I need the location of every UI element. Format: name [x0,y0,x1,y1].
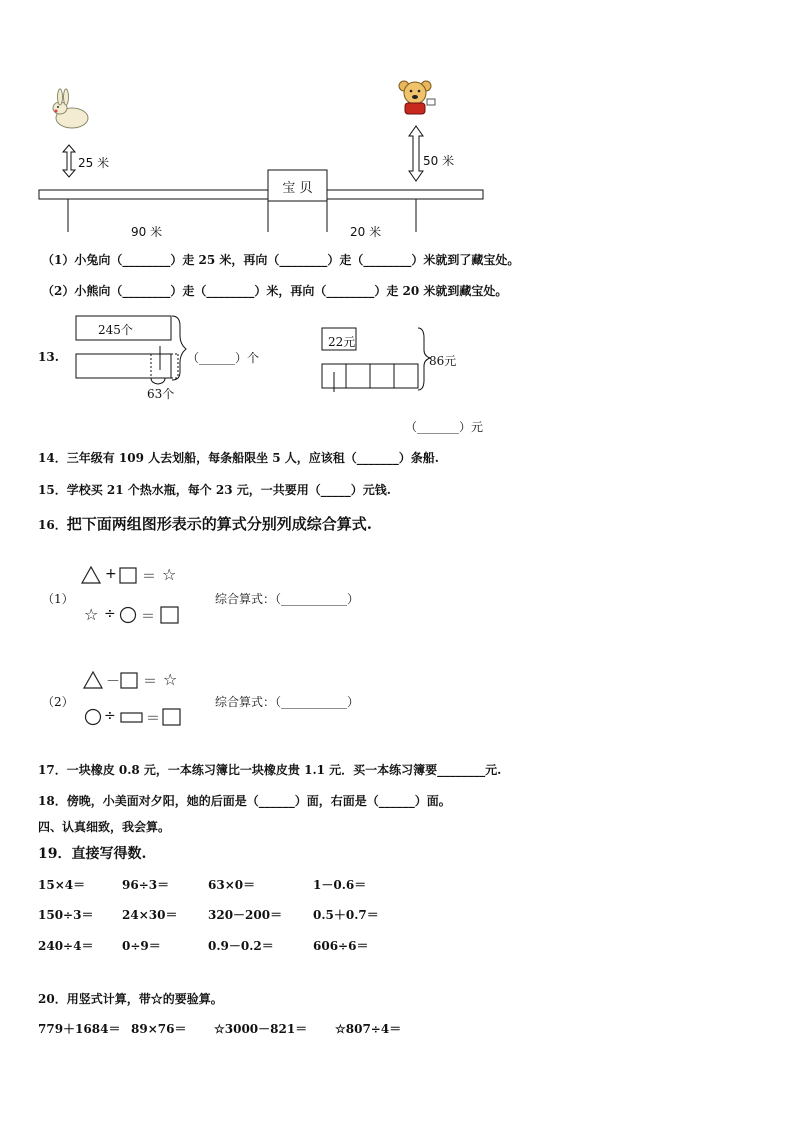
q16-title-text: 把下面两组图形表示的算式分别列成综合算式. [66,515,372,533]
q15-text: 15．学校买 21 个热水瓶，每个 23 元，一共要用（_____）元钱. [38,483,391,497]
q18-text: 18．傍晚，小美面对夕阳，她的后面是（______）面，右面是（______）面。 [38,794,451,808]
q14-text: 14．三年级有 109 人去划船，每条船限坐 5 人，应该租（_______）条船. [38,451,439,465]
q19-cell: 63×0＝ [208,878,256,892]
equals-sign: ＝ [142,569,156,585]
q13-price-box: 22元 [328,335,356,349]
q20-item: ☆3000－821＝ [214,1022,308,1036]
q19-cell: 606÷6＝ [313,939,369,953]
q19-cell: 0÷9＝ [122,939,161,953]
star-icon: ☆ [84,605,99,624]
q19-cell: 320－200＝ [208,908,283,922]
equals-sign: ＝ [141,609,155,625]
q20-item: 779＋1684＝ [38,1022,121,1036]
q13-box-label: 245个 [98,323,133,337]
square-icon [163,709,180,725]
rabbit-distance-label: 25 米 [78,156,110,170]
q13-number: 13. [38,350,59,364]
q13-answer-right: （_______）元 [405,420,484,434]
minus-sign: － [106,674,120,690]
q19-cell: 0.5＋0.7＝ [313,908,379,922]
q13-total: 86元 [429,354,457,368]
triangle-icon [82,567,100,583]
star-icon: ☆ [163,670,178,689]
circle-icon [121,608,136,623]
q16-number: 16． [38,518,67,532]
square-icon [121,673,137,688]
divide-sign: ÷ [104,708,116,724]
q19-cell: 24×30＝ [122,908,178,922]
q20-item: ☆807÷4＝ [335,1022,402,1036]
right-distance-label: 20 米 [350,225,382,239]
q20-item: 89×76＝ [131,1022,187,1036]
q20-title: 20．用竖式计算，带☆的要验算。 [38,992,223,1006]
bear-distance-label: 50 米 [423,154,455,168]
left-distance-label: 90 米 [131,225,163,239]
q17-text: 17．一块橡皮 0.8 元，一本练习簿比一块橡皮贵 1.1 元．买一本练习簿要________元. [38,763,502,777]
q16-group1-formula: 综合算式：（___________） [215,592,360,606]
divide-sign: ÷ [104,606,116,622]
q16-group2-formula: 综合算式：（___________） [215,695,360,709]
square-icon [161,607,178,623]
q16-group1-label: （1） [42,592,74,606]
q19-cell: 1－0.6＝ [313,878,367,892]
q19-cell: 240÷4＝ [38,939,94,953]
q13-bottom-label: 63个 [147,387,175,401]
q19-cell: 15×4＝ [38,878,86,892]
q13-answer-left: （______）个 [187,351,260,365]
q19-cell: 150÷3＝ [38,908,94,922]
q19-cell: 96÷3＝ [122,878,170,892]
q16-group2-label: （2） [42,695,74,709]
treasure-label: 宝 贝 [282,181,313,196]
q19-cell: 0.9－0.2＝ [208,939,274,953]
circle-icon [86,710,101,725]
triangle-icon [84,672,102,688]
q12-line2: （2）小熊向（________）走（________）米，再向（________）走 20 米就到藏宝处。 [42,284,508,298]
plus-sign: + [105,566,117,582]
equals-sign: ＝ [143,674,157,690]
section4-heading: 四、认真细致，我会算。 [38,820,171,834]
star-icon: ☆ [162,565,177,584]
equals-sign: ＝ [146,711,160,727]
q12-line1: （1）小兔向（________）走 25 米，再向（________）走（________）米就到了藏宝处。 [42,253,520,267]
rectangle-icon [121,713,142,722]
q19-title: 19．直接写得数. [38,846,147,862]
square-icon [120,568,136,583]
